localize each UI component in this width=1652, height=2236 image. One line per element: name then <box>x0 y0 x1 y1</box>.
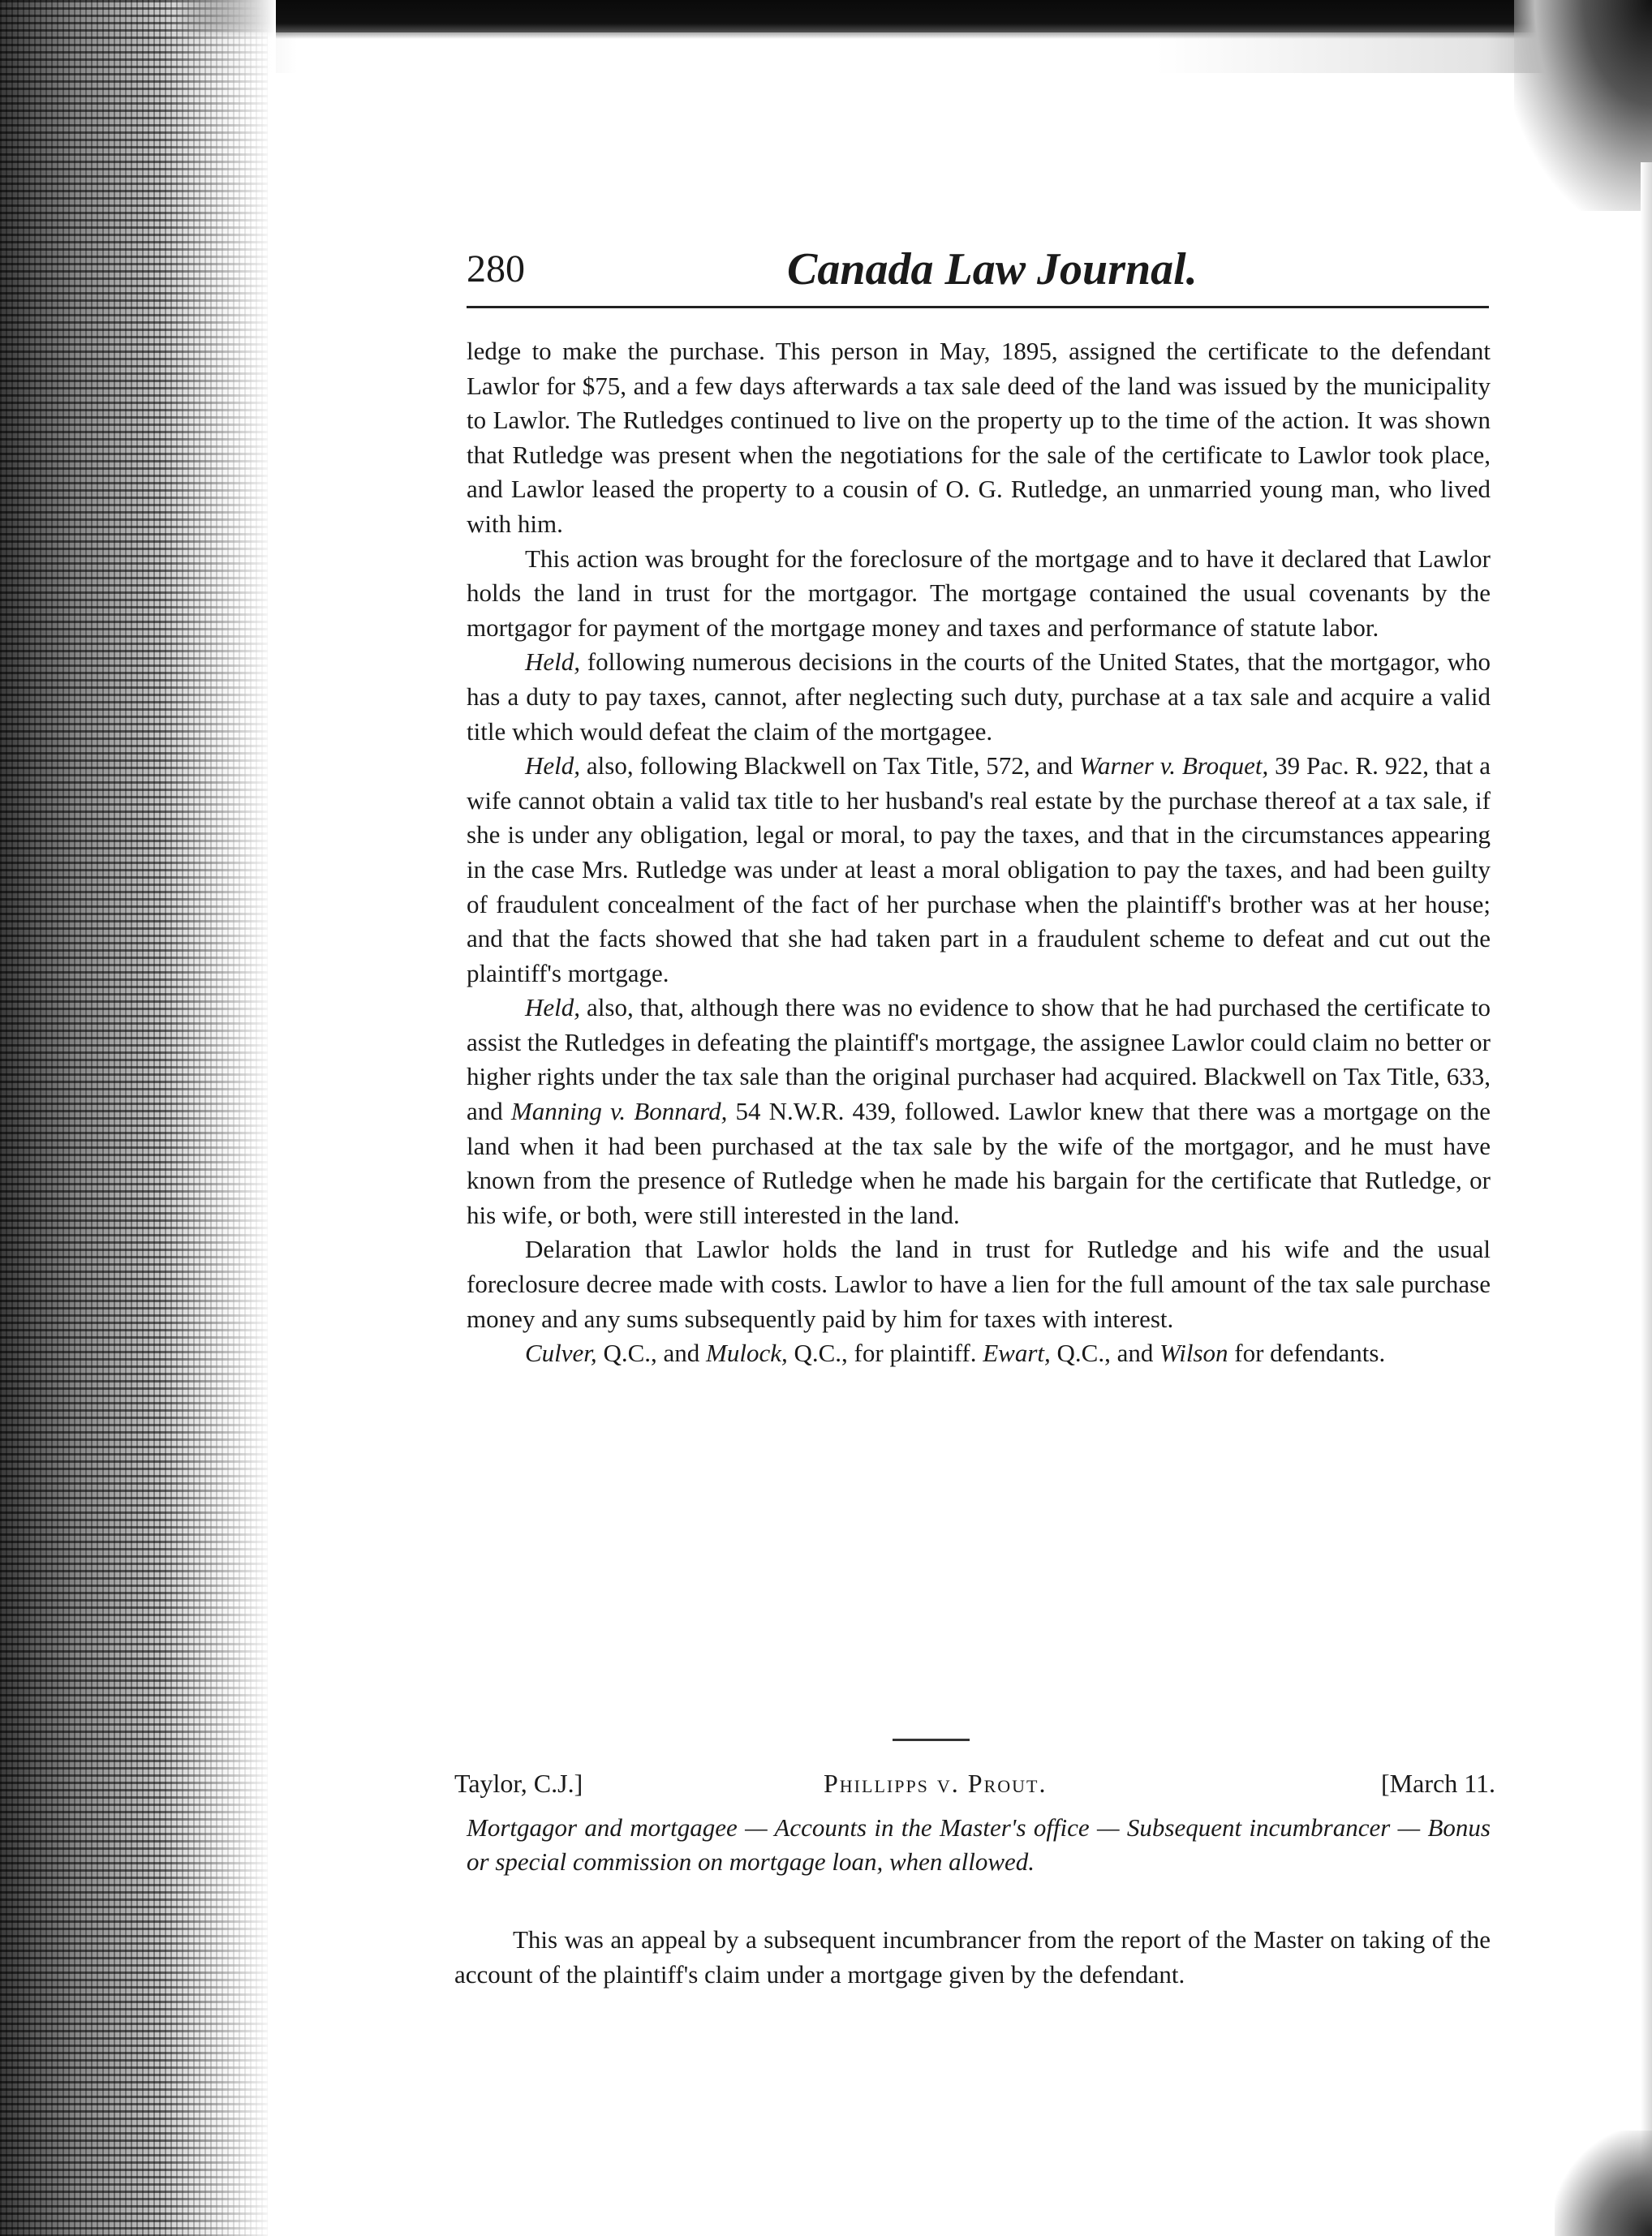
page-header <box>467 243 1489 302</box>
headnote-text: Mortgagor and mortgagee — Accounts in the Master's office — Subsequent incumbrancer — Bonus or special commission on mortgage loan, when allowed. <box>467 1813 1491 1876</box>
case-citation: Warner v. Broquet, <box>1078 751 1269 780</box>
case-date: [March 11. <box>1381 1769 1495 1798</box>
case-title: Phillipps v. Prout. <box>824 1769 1048 1798</box>
scan-bottom-right-corner <box>1555 2131 1652 2236</box>
counsel-text: for defendants. <box>1228 1339 1386 1368</box>
paragraph-counsel <box>467 1336 1491 1371</box>
counsel-text: Q.C., for plaintiff. <box>787 1339 983 1368</box>
paragraph-held-1 <box>467 645 1491 749</box>
held-text: following numerous decisions in the courts of the United States, that the mortgagor, who has a duty to pay taxes, cannot, after neglecting such duty, purchase at a tax sale and acquire a valid title which would defeat the claim of the mortgagee. <box>467 647 1491 746</box>
case-header <box>454 1769 1495 1806</box>
scan-left-edge-fade <box>162 0 276 2236</box>
held-text: 54 N.W.R. 439, followed. Lawlor knew that there was a mortgage on the land when it had been purchased at the tax sale by the wife of the mortgagor, and he must have known from the presence of Rutledge when he made his bargain for the certificate that Rutledge, or his wife, or both, were still interested in the land. <box>467 1097 1491 1229</box>
section-divider <box>893 1739 970 1741</box>
body-text <box>467 334 1491 1371</box>
case-citation: Manning v. Bonnard, <box>510 1097 728 1126</box>
held-text: also, following Blackwell on Tax Title, 572, and <box>580 751 1079 780</box>
held-text: 39 Pac. R. 922, that a wife cannot obtain a valid tax title to her husband's real estate by the purchase thereof at a tax sale, if she is under any obligation, legal or moral, to pay the taxes, and that in the circumstances appearing in the case Mrs. Rutledge was under at least a moral obligation to pay the taxes, and had been guilty of fraudulent concealment of the fact of her purchase when the plaintiff's brother was at her house; and that the facts showed that she had taken part in a fraudulent scheme to defeat and cut out the plaintiff's mortgage. <box>467 751 1491 987</box>
paragraph-held-2 <box>467 749 1491 991</box>
held-text: also, that, although there was no evidence to show that he had purchased the certificate to assist the Rutledges in defeating the plaintiff's mortgage, the assignee Lawlor could claim no better or higher rights under the tax sale than the original purchaser had acquired. Blackwell on Tax Title, 633, and <box>467 993 1491 1126</box>
scan-right-edge <box>1641 162 1652 2236</box>
counsel-text: Q.C., and <box>596 1339 707 1368</box>
paragraph-action: This action was brought for the foreclosure of the mortgage and to have it declared that Lawlor holds the land in trust for the mortgagor. The mortgage contained the usual covenants by the mortgagor for payment of the mortgage money and taxes and performance of statute labor. <box>467 544 1491 642</box>
counsel-text: Q.C., and <box>1050 1339 1160 1368</box>
held-lead: Held, <box>525 647 581 677</box>
counsel-name: Ewart, <box>983 1339 1051 1368</box>
paragraph-held-3 <box>467 991 1491 1232</box>
running-title: Canada Law Journal. <box>787 244 1198 295</box>
page-number: 280 <box>467 247 525 290</box>
paragraph-continuation: ledge to make the purchase. This person in May, 1895, assigned the certificate to the defendant Lawlor for $75, and a few days afterwards a tax sale deed of the land was issued by the municipality to Lawlor. The Rutledges continued to live on the property up to the time of the action. It was shown that Rutledge was present when the negotiations for the sale of the certificate to Lawlor took place, and Lawlor leased the property to a cousin of O. G. Rutledge, an unmarried young man, who lived with him. <box>467 337 1491 538</box>
counsel-name: Culver, <box>525 1339 597 1368</box>
case-headnote <box>467 1811 1491 1879</box>
case-body <box>454 1923 1491 1992</box>
paragraph-declaration: Delaration that Lawlor holds the land in trust for Rutledge and his wife and the usual foreclosure decree made with costs. Lawlor to have a lien for the full amount of the tax sale purchase money and any sums subsequently paid by him for taxes with interest. <box>467 1235 1491 1333</box>
counsel-name: Wilson <box>1159 1339 1228 1368</box>
held-lead: Held, <box>525 993 581 1022</box>
header-rule <box>467 306 1489 308</box>
held-lead: Held, <box>525 751 581 780</box>
counsel-name: Mulock, <box>706 1339 788 1368</box>
scan-top-right-corner <box>1514 0 1652 211</box>
paragraph-case-body: This was an appeal by a subsequent incumbrancer from the report of the Master on taking of the account of the plaintiff's claim under a mortgage given by the defendant. <box>454 1925 1491 1989</box>
case-judge: Taylor, C.J.] <box>454 1769 583 1798</box>
